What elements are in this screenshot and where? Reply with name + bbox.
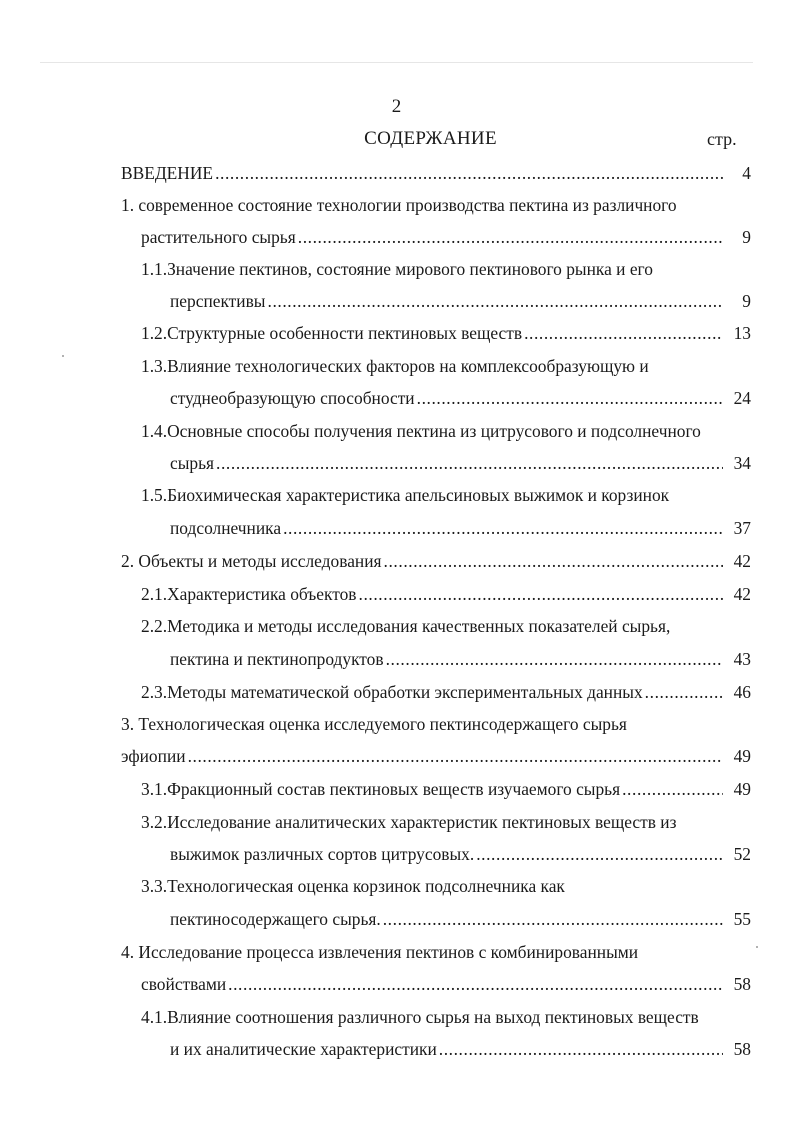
scan-speck <box>756 946 758 948</box>
toc-entry-page: 34 <box>733 453 751 473</box>
dot-leader <box>215 161 723 185</box>
toc-entry[interactable] <box>141 777 751 801</box>
toc-entry-title: 4. Исследование процесса извлечения пектинов с комбинированными <box>121 942 639 962</box>
toc-entry-page: 42 <box>733 551 751 571</box>
toc-entry-title: 3.3.Технологическая оценка корзинок подсолнечника как <box>141 876 565 896</box>
toc-entry-title: подсолнечника <box>170 518 282 538</box>
dot-leader <box>384 549 723 573</box>
toc-entry[interactable] <box>170 386 751 410</box>
toc-entry[interactable] <box>170 289 751 313</box>
toc-entry[interactable] <box>141 321 751 345</box>
toc-entry-title: 4.1.Влияние соотношения различного сырья на выход пектиновых веществ <box>141 1007 699 1027</box>
toc-entry[interactable] <box>141 972 751 996</box>
toc-entry-title: перспективы <box>170 291 266 311</box>
toc-entry[interactable] <box>121 744 751 768</box>
toc-entry-title: 1.3.Влияние технологических факторов на комплексообразующую и <box>141 356 649 376</box>
toc-entry[interactable] <box>141 874 750 898</box>
toc-entry-title: эфиопии <box>121 746 186 766</box>
toc-entry-page: 46 <box>733 682 751 702</box>
dot-leader <box>417 386 723 410</box>
toc-entry-title: и их аналитические характеристики <box>170 1039 437 1059</box>
toc-entry[interactable] <box>141 257 750 281</box>
toc-entry[interactable] <box>141 419 750 443</box>
toc-entry[interactable] <box>170 516 751 540</box>
toc-entry-title: 2.3.Методы математической обработки экспериментальных данных <box>141 682 643 702</box>
dot-leader <box>476 842 723 866</box>
toc-entry[interactable] <box>121 193 750 217</box>
dot-leader <box>228 972 723 996</box>
toc-entry-page: 4 <box>742 163 751 183</box>
dot-leader <box>298 225 723 249</box>
toc-entry-title: 1.4.Основные способы получения пектина из цитрусового и подсолнечного <box>141 421 701 441</box>
toc-entry-page: 58 <box>733 974 751 994</box>
toc-entry-title: 1.5.Биохимическая характеристика апельсиновых выжимок и корзинок <box>141 485 670 505</box>
toc-entry-page: 52 <box>733 844 751 864</box>
toc-entry-title: сырья <box>170 453 215 473</box>
toc-entry-title: 1.2.Структурные особенности пектиновых веществ <box>141 323 523 343</box>
dot-leader <box>188 744 723 768</box>
dot-leader <box>283 516 723 540</box>
dot-leader <box>524 321 723 345</box>
page-column-label: стр. <box>707 129 737 149</box>
toc-entry-title: пектина и пектинопродуктов <box>170 649 384 669</box>
toc-entry-title: выжимок различных сортов цитрусовых. <box>170 844 475 864</box>
toc-entry-title: пектиносодержащего сырья. <box>170 909 381 929</box>
toc-entry-title: свойствами <box>141 974 227 994</box>
toc-entry[interactable] <box>141 680 751 704</box>
toc-entry[interactable] <box>170 647 751 671</box>
toc-entry-title: 2. Объекты и методы исследования <box>121 551 382 571</box>
toc-entry-title: растительного сырья <box>141 227 296 247</box>
toc-entry-title: ВВЕДЕНИЕ <box>121 163 214 183</box>
toc-entry[interactable] <box>141 582 751 606</box>
toc-entry-page: 42 <box>733 584 751 604</box>
toc-entry[interactable] <box>121 940 750 964</box>
dot-leader <box>622 777 723 801</box>
scan-speck <box>62 355 64 357</box>
toc-entry-page: 13 <box>733 323 751 343</box>
toc-entry-title: 1. современное состояние технологии производства пектина из различного <box>121 195 677 215</box>
toc-entry-page: 24 <box>733 388 751 408</box>
page-title: СОДЕРЖАНИЕ <box>364 128 497 149</box>
toc-entry-page: 37 <box>733 518 751 538</box>
toc-entry-page: 43 <box>733 649 751 669</box>
toc-entry-title: 2.1.Характеристика объектов <box>141 584 357 604</box>
dot-leader <box>268 289 724 313</box>
dot-leader <box>383 907 723 931</box>
toc-entry[interactable] <box>170 842 751 866</box>
dot-leader <box>216 451 723 475</box>
dot-leader <box>386 647 723 671</box>
dot-leader <box>645 680 723 704</box>
toc-entry[interactable] <box>170 1037 751 1061</box>
toc-entry-title: 3.2.Исследование аналитических характеристик пектиновых веществ из <box>141 812 677 832</box>
toc-entry-page: 49 <box>733 779 751 799</box>
toc-entry-title: студнеобразующую способности <box>170 388 415 408</box>
toc-entry-page: 49 <box>733 746 751 766</box>
toc-entry[interactable] <box>141 1005 750 1029</box>
toc-entry[interactable] <box>141 483 750 507</box>
dot-leader <box>359 582 723 606</box>
toc-entry[interactable] <box>170 451 751 475</box>
toc-entry-title: 3.1.Фракционный состав пектиновых веществ изучаемого сырья <box>141 779 621 799</box>
toc-entry-page: 9 <box>742 291 751 311</box>
dot-leader <box>439 1037 723 1061</box>
toc-entry[interactable] <box>121 161 751 185</box>
toc-entry[interactable] <box>121 712 750 736</box>
toc-entry[interactable] <box>121 549 751 573</box>
toc-entry[interactable] <box>141 810 750 834</box>
toc-entry[interactable] <box>141 354 750 378</box>
toc-entry-page: 58 <box>733 1039 751 1059</box>
toc-entry-title: 3. Технологическая оценка исследуемого пектинсодержащего сырья <box>121 714 627 734</box>
toc-entry-page: 9 <box>742 227 751 247</box>
toc-entry-title: 2.2.Методика и методы исследования качественных показателей сырья, <box>141 616 671 636</box>
page-number: 2 <box>391 96 402 117</box>
toc-entry[interactable] <box>141 225 751 249</box>
toc-entry[interactable] <box>141 614 750 638</box>
toc-entry[interactable] <box>170 907 751 931</box>
toc-entry-title: 1.1.Значение пектинов, состояние мирового пектинового рынка и его <box>141 259 653 279</box>
toc-entry-page: 55 <box>733 909 751 929</box>
